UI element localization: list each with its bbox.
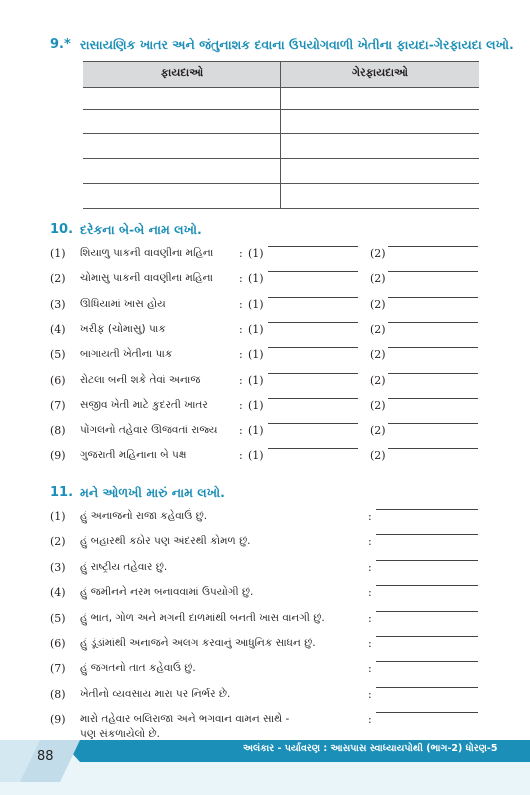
list-item-text: હું રાષ્ટ્રીય તહેવાર છું. [80,560,168,573]
list-item-number: (2) [50,272,66,286]
answer-line [268,373,358,374]
answer-slot-1-label: (1) [248,272,264,286]
list-item-text: શિયાળુ પાકની વાવણીના મહિના [80,247,214,259]
list-item-text: ઊધિયામાં ખાસ હોય [80,297,166,310]
list-item-number: (5) [50,611,66,625]
list-item-number: (4) [50,322,66,336]
list-item-number: (7) [50,398,66,412]
list-item-colon: : [368,637,372,650]
list-item-colon: : [239,297,243,311]
answer-slot-2-label: (2) [370,398,386,412]
answer-line [268,448,358,449]
q10-number: 10. [50,222,74,237]
list-item-text: હું જગતનો તાત કહેવાઉં છું. [80,662,196,675]
list-item-colon: : [239,398,243,412]
answer-line [388,322,478,323]
list-item-number: (6) [50,637,66,650]
q9-table [83,61,479,209]
list-item-text: ચોમાસુ પાકની વાવણીના મહિના [80,272,214,285]
list-item-colon: : [239,272,243,286]
list-item-number: (3) [50,560,66,574]
list-item-text: પોંગલનો તહેવાર ઊજવતાં રાજ્ય [80,424,218,437]
answer-slot-1-label: (1) [248,297,264,311]
answer-slot-1-label: (1) [248,424,264,438]
list-item-number: (9) [50,713,66,727]
list-item-colon: : [368,535,372,549]
list-item-colon: : [239,424,243,438]
list-item-number: (1) [50,510,66,523]
list-item-number: (8) [50,424,66,438]
answer-line [268,423,358,424]
answer-slot-2-label: (2) [370,348,386,362]
list-item-text: રોટલા બની શકે તેવાં અનાજ [80,373,201,386]
list-item-colon: : [239,322,243,336]
answer-slot-1-label: (1) [248,322,264,336]
answer-slot-2-label: (2) [370,322,386,336]
list-item-number: (9) [50,449,66,463]
answer-slot-2-label: (2) [370,424,386,438]
list-item-number: (1) [50,247,66,260]
list-item-text: ખેતીનો વ્યવસાય મારા પર નિર્ભર છે. [80,687,231,700]
table-row-line [83,183,479,184]
answer-line [388,398,478,399]
answer-line [376,611,478,612]
answer-line [376,687,478,688]
list-item-text: ખરીફ (ચોમાસુ) પાક [80,322,166,335]
answer-slot-2-label: (2) [370,247,386,260]
list-item-text: મારો તહેવાર બલિરાજા અને ભગવાન વામન સાથે - [80,713,290,726]
list-item-text: હું બહારથી કઠોર પણ અંદરથી કોમળ છું. [80,535,251,548]
list-item-number: (8) [50,687,66,701]
list-item-colon: : [368,662,372,676]
list-item-text: હું જમીનને નરમ બનાવવામાં ઉપયોગી છું. [80,586,254,599]
answer-line [376,534,478,535]
answer-line [388,373,478,374]
q9-number: 9.* [50,37,71,52]
answer-slot-2-label: (2) [370,272,386,286]
list-item-text: ગુજરાતી મહિનાના બે પક્ષ [80,449,187,462]
answer-line [376,712,478,713]
list-item-colon: : [239,449,243,463]
list-item-colon: : [368,687,372,701]
list-item-colon: : [239,373,243,387]
answer-line [388,423,478,424]
answer-line [268,297,358,298]
page-number: 88 [37,749,54,764]
q9-title: રાસાયણિક ખાતર અને જંતુનાશક દવાના ઉપયોગવાળી ખેતીના ફાયદા-ગેરફાયદા લખો. [80,37,514,52]
q10-title: દરેકના બે-બે નામ લખો. [80,222,202,237]
list-item-text-continued: પણ સંકળાયેલો છે. [80,728,160,741]
answer-line [268,271,358,272]
answer-slot-1-label: (1) [248,247,264,260]
answer-line [376,661,478,662]
list-item-colon: : [368,510,372,523]
list-item-number: (5) [50,348,66,362]
list-item-number: (4) [50,586,66,600]
answer-slot-2-label: (2) [370,449,386,463]
answer-line [388,246,478,247]
answer-line [388,448,478,449]
list-item-text: હું ભાત, ગોળ અને મગની દાળમાંથી બનતી ખાસ વાનગી છું. [80,611,325,624]
table-row-line [83,109,479,110]
answer-slot-1-label: (1) [248,449,264,463]
list-item-text: બાગાયતી ખેતીના પાક [80,348,173,361]
answer-line [388,297,478,298]
table-row-line [83,158,479,159]
answer-slot-1-label: (1) [248,373,264,387]
list-item-colon: : [368,611,372,625]
answer-line [376,585,478,586]
answer-line [268,398,358,399]
answer-slot-2-label: (2) [370,373,386,387]
q11-number: 11. [50,485,74,500]
q11-title: મને ઓળખી મારું નામ લખો. [80,485,225,500]
list-item-number: (6) [50,373,66,387]
list-item-colon: : [368,560,372,574]
answer-line [376,560,478,561]
list-item-colon: : [368,713,372,727]
answer-line [376,636,478,637]
table-row-line [83,133,479,134]
list-item-text: હું ડૂંડાંમાંથી અનાજને અલગ કરવાનું આધુનિક સાધન છું. [80,637,316,649]
list-item-number: (7) [50,662,66,676]
answer-line [268,246,358,247]
list-item-colon: : [239,247,243,260]
answer-line [268,322,358,323]
table-row-line [83,208,479,209]
answer-line [268,347,358,348]
series-title: અલંકાર - પર્યાવરણ : આસપાસ સ્વાધ્યાયપોથી (ભાગ-2) ધોરણ-5 [243,743,498,754]
answer-line [376,509,478,510]
list-item-colon: : [239,348,243,362]
list-item-text: સજીવ ખેતી માટે કુદરતી ખાતર [80,398,208,411]
table-divider [280,61,281,209]
column-header-advantages: ફાયદાઓ [160,66,204,79]
answer-line [388,347,478,348]
answer-slot-1-label: (1) [248,348,264,362]
list-item-number: (2) [50,535,66,549]
list-item-colon: : [368,586,372,600]
answer-slot-2-label: (2) [370,297,386,311]
answer-slot-1-label: (1) [248,398,264,412]
answer-line [388,271,478,272]
list-item-number: (3) [50,297,66,311]
list-item-text: હું અનાજનો રાજા કહેવાઉં છું. [80,510,208,522]
column-header-disadvantages: ગેરફાયદાઓ [351,66,409,79]
